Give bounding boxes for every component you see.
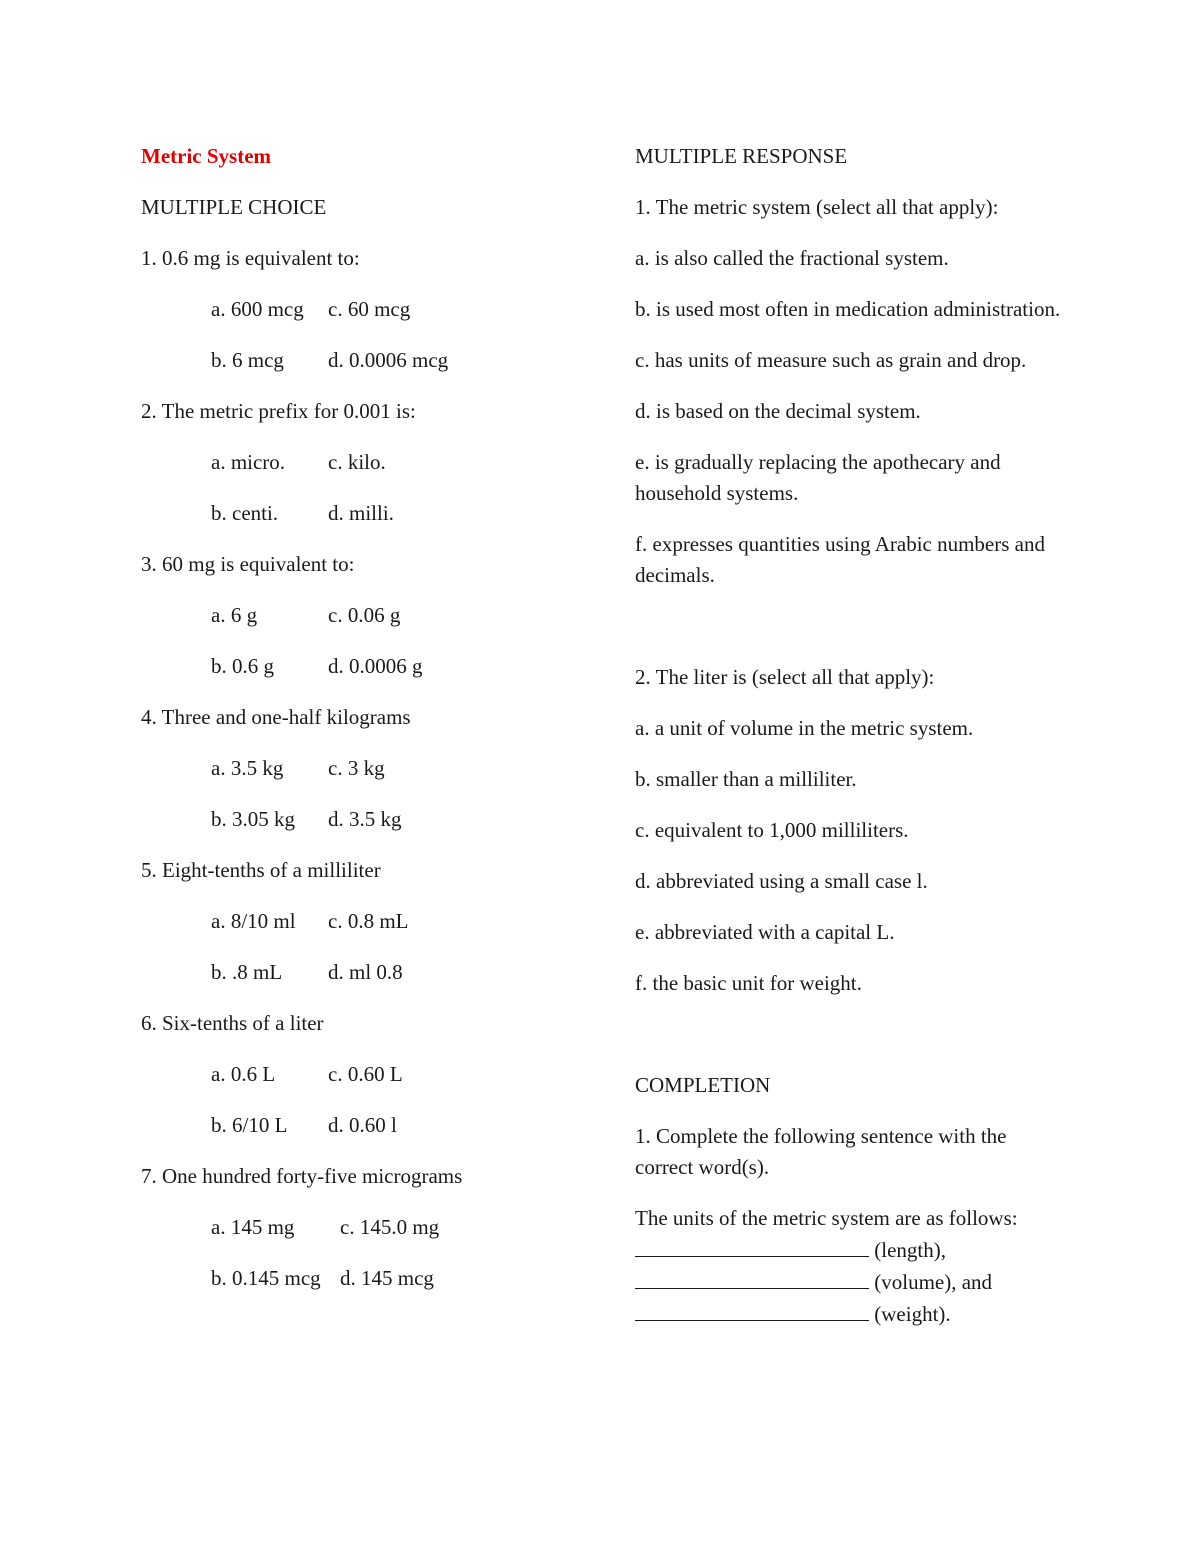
option-c: c. 60 mcg	[328, 297, 411, 321]
option-row	[141, 447, 571, 478]
blank-length[interactable]	[635, 1234, 869, 1257]
option-c: c. kilo.	[328, 450, 386, 474]
option-c: c. 145.0 mg	[340, 1215, 440, 1239]
option-c: c. 0.8 mL	[328, 909, 409, 933]
mr-question-2	[635, 662, 1065, 999]
option-b: b. 6 mcg	[211, 348, 284, 372]
question-text: 7. One hundred forty-five micrograms	[141, 1164, 463, 1188]
option-c: c. 3 kg	[328, 756, 385, 780]
option-b: b. centi.	[211, 501, 279, 525]
option-row	[141, 498, 571, 529]
option-a: a. 145 mg	[211, 1215, 295, 1239]
option-d: d. 0.0006 g	[328, 654, 423, 678]
option-c: c. 0.60 L	[328, 1062, 403, 1086]
option-d: d. 3.5 kg	[328, 807, 402, 831]
option-row	[141, 1212, 571, 1243]
option-d: d. abbreviated using a small case l.	[635, 869, 928, 893]
option-b: b. 6/10 L	[211, 1113, 288, 1137]
option-b: b. 3.05 kg	[211, 807, 295, 831]
option-d: d. is based on the decimal system.	[635, 399, 921, 423]
option-a: a. 600 mcg	[211, 297, 304, 321]
spacer	[635, 611, 1065, 662]
sentence-intro: The units of the metric system are as follows:	[635, 1206, 1018, 1230]
mc-question-7	[141, 1161, 571, 1294]
option-b: b. smaller than a milliliter.	[635, 767, 857, 791]
blank-weight[interactable]	[635, 1298, 869, 1321]
option-e: e. is gradually replacing the apothecary and household systems.	[635, 450, 1001, 505]
question-text: 5. Eight-tenths of a milliliter	[141, 858, 381, 882]
option-f: f. the basic unit for weight.	[635, 971, 862, 995]
option-d: d. 0.0006 mcg	[328, 348, 449, 372]
mc-question-4	[141, 702, 571, 835]
label-length: (length),	[874, 1238, 946, 1262]
option-row	[141, 1059, 571, 1090]
option-c: c. 0.06 g	[328, 603, 401, 627]
multiple-choice-heading: MULTIPLE CHOICE	[141, 195, 327, 219]
question-text: 6. Six-tenths of a liter	[141, 1011, 324, 1035]
mc-question-6	[141, 1008, 571, 1141]
option-c: c. equivalent to 1,000 milliliters.	[635, 818, 909, 842]
option-a: a. a unit of volume in the metric system.	[635, 716, 974, 740]
option-row	[141, 345, 571, 376]
option-a: a. micro.	[211, 450, 286, 474]
option-row	[141, 753, 571, 784]
option-b: b. 0.6 g	[211, 654, 274, 678]
question-text: 4. Three and one-half kilograms	[141, 705, 411, 729]
option-d: d. milli.	[328, 501, 394, 525]
multiple-response-heading: MULTIPLE RESPONSE	[635, 144, 848, 168]
right-column	[635, 141, 1065, 1330]
option-row	[141, 804, 571, 835]
left-column	[141, 141, 571, 1314]
mc-question-2	[141, 396, 571, 529]
mc-question-5	[141, 855, 571, 988]
blank-volume[interactable]	[635, 1266, 869, 1289]
completion-heading: COMPLETION	[635, 1073, 771, 1097]
completion-question-text: 1. Complete the following sentence with the correct word(s).	[635, 1124, 1007, 1179]
completion-sentence	[635, 1203, 1065, 1330]
option-f: f. expresses quantities using Arabic numbers and decimals.	[635, 532, 1045, 587]
document-title: Metric System	[141, 144, 272, 168]
mr-question-1	[635, 192, 1065, 591]
option-row	[141, 1263, 571, 1294]
option-row	[141, 1110, 571, 1141]
question-text: 1. 0.6 mg is equivalent to:	[141, 246, 360, 270]
label-volume: (volume), and	[874, 1270, 993, 1294]
mc-question-3	[141, 549, 571, 682]
question-text: 2. The metric prefix for 0.001 is:	[141, 399, 416, 423]
question-text: 3. 60 mg is equivalent to:	[141, 552, 355, 576]
option-d: d. 145 mcg	[340, 1266, 434, 1290]
option-row	[141, 651, 571, 682]
option-a: a. 3.5 kg	[211, 756, 284, 780]
option-b: b. 0.145 mcg	[211, 1266, 321, 1290]
question-text: 2. The liter is (select all that apply):	[635, 665, 935, 689]
spacer	[635, 1019, 1065, 1070]
option-a: a. 8/10 ml	[211, 909, 296, 933]
option-e: e. abbreviated with a capital L.	[635, 920, 895, 944]
option-row	[141, 906, 571, 937]
option-a: a. 0.6 L	[211, 1062, 276, 1086]
option-row	[141, 600, 571, 631]
option-d: d. 0.60 l	[328, 1113, 397, 1137]
option-row	[141, 957, 571, 988]
option-c: c. has units of measure such as grain and drop.	[635, 348, 1027, 372]
option-a: a. is also called the fractional system.	[635, 246, 949, 270]
label-weight: (weight).	[874, 1302, 951, 1326]
mc-question-1	[141, 243, 571, 376]
option-d: d. ml 0.8	[328, 960, 403, 984]
option-row	[141, 294, 571, 325]
option-a: a. 6 g	[211, 603, 258, 627]
option-b: b. .8 mL	[211, 960, 283, 984]
question-text: 1. The metric system (select all that apply):	[635, 195, 999, 219]
option-b: b. is used most often in medication administration.	[635, 297, 1061, 321]
